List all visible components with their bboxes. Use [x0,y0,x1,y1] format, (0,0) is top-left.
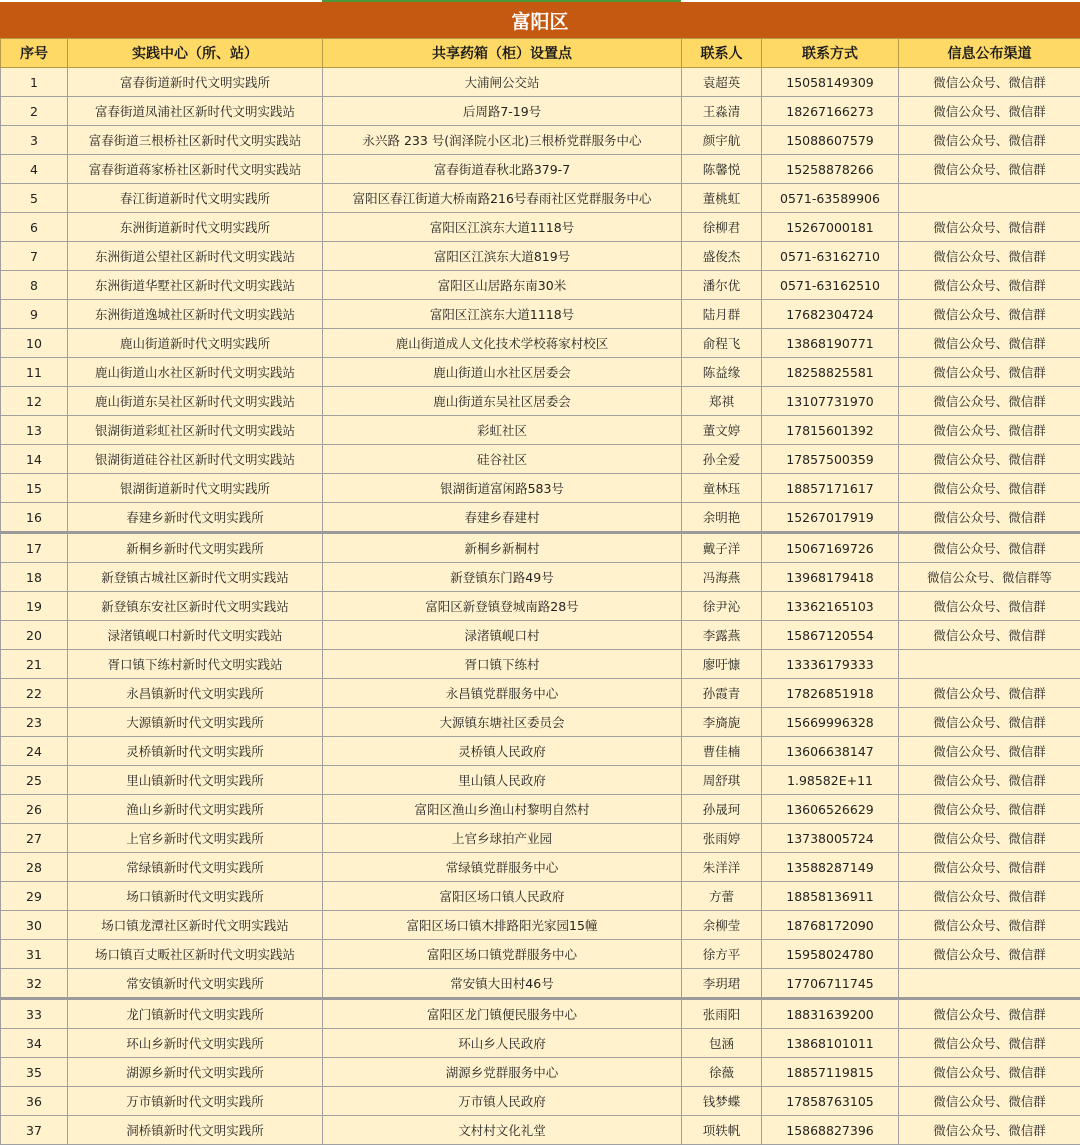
cell-channel: 微信公众号、微信群 [899,271,1080,300]
cell-contact-person: 孙全爱 [682,445,762,474]
cell-channel: 微信公众号、微信群 [899,68,1080,97]
cell-phone: 15267000181 [762,213,899,242]
cell-center: 新登镇古城社区新时代文明实践站 [68,563,323,592]
cell-location: 春建乡春建村 [323,503,682,533]
cell-index: 11 [1,358,68,387]
table-row [1,445,1080,474]
cell-index: 29 [1,882,68,911]
cell-location: 鹿山街道山水社区居委会 [323,358,682,387]
cell-channel: 微信公众号、微信群等 [899,563,1080,592]
district-title: 富阳区 [0,2,1080,39]
table-row [1,242,1080,271]
header-location: 共享药箱（柜）设置点 [323,39,682,68]
cell-center: 银湖街道彩虹社区新时代文明实践站 [68,416,323,445]
cell-channel: 微信公众号、微信群 [899,387,1080,416]
cell-phone: 0571-63162710 [762,242,899,271]
table-row [1,68,1080,97]
cell-phone: 15867120554 [762,621,899,650]
cell-phone: 13738005724 [762,824,899,853]
cell-contact-person: 包涵 [682,1029,762,1058]
table-row [1,155,1080,184]
cell-contact-person: 廖吁慷 [682,650,762,679]
table-row [1,911,1080,940]
cell-channel [899,184,1080,213]
table-row [1,358,1080,387]
cell-phone: 18831639200 [762,999,899,1029]
cell-center: 场口镇百丈畈社区新时代文明实践站 [68,940,323,969]
cell-contact-person: 周舒琪 [682,766,762,795]
table-body [1,68,1080,1145]
cell-phone: 18857171617 [762,474,899,503]
cell-contact-person: 余柳莹 [682,911,762,940]
cell-index: 18 [1,563,68,592]
cell-contact-person: 戴子洋 [682,533,762,563]
cell-phone: 13336179333 [762,650,899,679]
cell-channel: 微信公众号、微信群 [899,213,1080,242]
cell-center: 渔山乡新时代文明实践所 [68,795,323,824]
cell-center: 春建乡新时代文明实践所 [68,503,323,533]
table-row [1,300,1080,329]
table-row [1,1029,1080,1058]
table-row [1,97,1080,126]
cell-location: 硅谷社区 [323,445,682,474]
cell-index: 5 [1,184,68,213]
table-row [1,1116,1080,1145]
cell-location: 胥口镇下练村 [323,650,682,679]
cell-phone: 17815601392 [762,416,899,445]
cell-channel: 微信公众号、微信群 [899,940,1080,969]
cell-channel: 微信公众号、微信群 [899,242,1080,271]
table-row [1,474,1080,503]
cell-phone: 17682304724 [762,300,899,329]
cell-phone: 15669996328 [762,708,899,737]
cell-index: 17 [1,533,68,563]
cell-phone: 17706711745 [762,969,899,999]
cell-center: 胥口镇下练村新时代文明实践站 [68,650,323,679]
cell-channel: 微信公众号、微信群 [899,97,1080,126]
cell-contact-person: 李露燕 [682,621,762,650]
cell-center: 东洲街道华墅社区新时代文明实践站 [68,271,323,300]
cell-channel [899,969,1080,999]
cell-index: 27 [1,824,68,853]
cell-channel: 微信公众号、微信群 [899,155,1080,184]
cell-index: 6 [1,213,68,242]
cell-center: 上官乡新时代文明实践所 [68,824,323,853]
cell-contact-person: 徐薇 [682,1058,762,1087]
cell-index: 13 [1,416,68,445]
cell-index: 37 [1,1116,68,1145]
cell-location: 富阳区场口镇党群服务中心 [323,940,682,969]
cell-phone: 1.98582E+11 [762,766,899,795]
cell-center: 渌渚镇岘口村新时代文明实践站 [68,621,323,650]
cell-phone: 13968179418 [762,563,899,592]
cell-location: 富阳区场口镇人民政府 [323,882,682,911]
cell-phone: 18858136911 [762,882,899,911]
cell-channel: 微信公众号、微信群 [899,474,1080,503]
cell-index: 35 [1,1058,68,1087]
cell-phone: 13606526629 [762,795,899,824]
cell-contact-person: 李玥珺 [682,969,762,999]
cell-phone: 13606638147 [762,737,899,766]
table-row [1,533,1080,563]
cell-center: 大源镇新时代文明实践所 [68,708,323,737]
cell-location: 万市镇人民政府 [323,1087,682,1116]
cell-location: 彩虹社区 [323,416,682,445]
cell-channel: 微信公众号、微信群 [899,795,1080,824]
table-row [1,621,1080,650]
cell-phone: 0571-63162510 [762,271,899,300]
table-row [1,679,1080,708]
cell-channel: 微信公众号、微信群 [899,708,1080,737]
cell-center: 银湖街道新时代文明实践所 [68,474,323,503]
cell-center: 鹿山街道东吴社区新时代文明实践站 [68,387,323,416]
cell-location: 渌渚镇岘口村 [323,621,682,650]
cell-channel: 微信公众号、微信群 [899,766,1080,795]
cell-location: 鹿山街道成人文化技术学校蒋家村校区 [323,329,682,358]
cell-location: 灵桥镇人民政府 [323,737,682,766]
cell-channel [899,650,1080,679]
cell-contact-person: 钱梦蝶 [682,1087,762,1116]
cell-index: 14 [1,445,68,474]
header-channel: 信息公布渠道 [899,39,1080,68]
cell-channel: 微信公众号、微信群 [899,1029,1080,1058]
cell-center: 富春街道蒋家桥社区新时代文明实践站 [68,155,323,184]
cell-center: 鹿山街道山水社区新时代文明实践站 [68,358,323,387]
cell-center: 湖源乡新时代文明实践所 [68,1058,323,1087]
cell-channel: 微信公众号、微信群 [899,824,1080,853]
cell-contact-person: 王淼清 [682,97,762,126]
table-row [1,999,1080,1029]
cell-index: 30 [1,911,68,940]
cell-index: 25 [1,766,68,795]
cell-center: 东洲街道逸城社区新时代文明实践站 [68,300,323,329]
cell-location: 环山乡人民政府 [323,1029,682,1058]
cell-phone: 17826851918 [762,679,899,708]
cell-channel: 微信公众号、微信群 [899,329,1080,358]
cell-contact-person: 方蕾 [682,882,762,911]
cell-contact-person: 颜宇航 [682,126,762,155]
cell-contact-person: 朱洋洋 [682,853,762,882]
header-index: 序号 [1,39,68,68]
cell-index: 2 [1,97,68,126]
table-row [1,184,1080,213]
table-row [1,795,1080,824]
cell-center: 东洲街道公望社区新时代文明实践站 [68,242,323,271]
table-row [1,766,1080,795]
cell-index: 4 [1,155,68,184]
cell-center: 富春街道三根桥社区新时代文明实践站 [68,126,323,155]
cell-center: 里山镇新时代文明实践所 [68,766,323,795]
cell-channel: 微信公众号、微信群 [899,533,1080,563]
cell-channel: 微信公众号、微信群 [899,592,1080,621]
cell-phone: 15958024780 [762,940,899,969]
cell-center: 新登镇东安社区新时代文明实践站 [68,592,323,621]
table-row [1,737,1080,766]
table-row [1,329,1080,358]
cell-contact-person: 张雨阳 [682,999,762,1029]
cell-center: 富春街道新时代文明实践所 [68,68,323,97]
cell-phone: 13107731970 [762,387,899,416]
cell-channel: 微信公众号、微信群 [899,679,1080,708]
cell-location: 富阳区江滨东大道1118号 [323,300,682,329]
cell-index: 20 [1,621,68,650]
cell-location: 银湖街道富闲路583号 [323,474,682,503]
table-row [1,940,1080,969]
cell-center: 常绿镇新时代文明实践所 [68,853,323,882]
table-row [1,563,1080,592]
cell-index: 28 [1,853,68,882]
cell-index: 1 [1,68,68,97]
table-row [1,503,1080,533]
cell-phone: 18768172090 [762,911,899,940]
table-row [1,387,1080,416]
cell-center: 鹿山街道新时代文明实践所 [68,329,323,358]
cell-channel: 微信公众号、微信群 [899,1087,1080,1116]
cell-index: 19 [1,592,68,621]
cell-location: 富阳区春江街道大桥南路216号春雨社区党群服务中心 [323,184,682,213]
cell-phone: 15067169726 [762,533,899,563]
medicine-cabinet-table [0,38,1080,1145]
cell-index: 31 [1,940,68,969]
cell-center: 万市镇新时代文明实践所 [68,1087,323,1116]
cell-channel: 微信公众号、微信群 [899,300,1080,329]
cell-contact-person: 徐方平 [682,940,762,969]
cell-location: 大浦闸公交站 [323,68,682,97]
cell-center: 春江街道新时代文明实践所 [68,184,323,213]
cell-center: 富春街道凤浦社区新时代文明实践站 [68,97,323,126]
cell-contact-person: 俞程飞 [682,329,762,358]
cell-phone: 18258825581 [762,358,899,387]
cell-location: 湖源乡党群服务中心 [323,1058,682,1087]
cell-location: 永兴路 233 号(润泽院小区北)三根桥党群服务中心 [323,126,682,155]
cell-phone: 15267017919 [762,503,899,533]
cell-index: 23 [1,708,68,737]
cell-channel: 微信公众号、微信群 [899,1058,1080,1087]
cell-phone: 13868101011 [762,1029,899,1058]
cell-contact-person: 郑祺 [682,387,762,416]
cell-location: 新桐乡新桐村 [323,533,682,563]
cell-location: 富阳区场口镇木排路阳光家园15幢 [323,911,682,940]
cell-location: 富阳区山居路东南30米 [323,271,682,300]
cell-contact-person: 曹佳楠 [682,737,762,766]
cell-index: 7 [1,242,68,271]
cell-channel: 微信公众号、微信群 [899,445,1080,474]
table-row [1,824,1080,853]
cell-channel: 微信公众号、微信群 [899,999,1080,1029]
cell-contact-person: 徐柳君 [682,213,762,242]
table-row [1,708,1080,737]
cell-contact-person: 徐尹沁 [682,592,762,621]
cell-index: 36 [1,1087,68,1116]
cell-contact-person: 孙晟珂 [682,795,762,824]
table-row [1,853,1080,882]
cell-center: 常安镇新时代文明实践所 [68,969,323,999]
cell-index: 33 [1,999,68,1029]
cell-location: 常安镇大田村46号 [323,969,682,999]
cell-center: 龙门镇新时代文明实践所 [68,999,323,1029]
cell-center: 环山乡新时代文明实践所 [68,1029,323,1058]
cell-location: 富阳区龙门镇便民服务中心 [323,999,682,1029]
cell-location: 富阳区江滨东大道819号 [323,242,682,271]
cell-location: 后周路7-19号 [323,97,682,126]
cell-center: 东洲街道新时代文明实践所 [68,213,323,242]
header-phone: 联系方式 [762,39,899,68]
cell-center: 新桐乡新时代文明实践所 [68,533,323,563]
cell-index: 8 [1,271,68,300]
cell-contact-person: 孙霞青 [682,679,762,708]
cell-contact-person: 余明艳 [682,503,762,533]
table-row [1,213,1080,242]
header-row [1,39,1080,68]
cell-channel: 微信公众号、微信群 [899,882,1080,911]
cell-phone: 18857119815 [762,1058,899,1087]
cell-channel: 微信公众号、微信群 [899,503,1080,533]
cell-contact-person: 冯海燕 [682,563,762,592]
cell-index: 12 [1,387,68,416]
cell-index: 22 [1,679,68,708]
cell-contact-person: 李旖旎 [682,708,762,737]
cell-location: 鹿山街道东吴社区居委会 [323,387,682,416]
cell-contact-person: 董文婷 [682,416,762,445]
cell-index: 24 [1,737,68,766]
cell-center: 洞桥镇新时代文明实践所 [68,1116,323,1145]
cell-contact-person: 童林珏 [682,474,762,503]
cell-center: 场口镇龙潭社区新时代文明实践站 [68,911,323,940]
cell-contact-person: 袁超英 [682,68,762,97]
cell-index: 3 [1,126,68,155]
cell-phone: 15258878266 [762,155,899,184]
cell-phone: 15058149309 [762,68,899,97]
cell-index: 26 [1,795,68,824]
cell-index: 21 [1,650,68,679]
cell-contact-person: 盛俊杰 [682,242,762,271]
cell-phone: 17858763105 [762,1087,899,1116]
cell-phone: 18267166273 [762,97,899,126]
cell-index: 15 [1,474,68,503]
table-row [1,882,1080,911]
cell-channel: 微信公众号、微信群 [899,853,1080,882]
cell-channel: 微信公众号、微信群 [899,416,1080,445]
cell-phone: 15088607579 [762,126,899,155]
cell-center: 灵桥镇新时代文明实践所 [68,737,323,766]
cell-channel: 微信公众号、微信群 [899,911,1080,940]
cell-location: 新登镇东门路49号 [323,563,682,592]
cell-phone: 13868190771 [762,329,899,358]
cell-channel: 微信公众号、微信群 [899,737,1080,766]
cell-location: 大源镇东塘社区委员会 [323,708,682,737]
cell-contact-person: 潘尔优 [682,271,762,300]
header-center: 实践中心（所、站） [68,39,323,68]
table-row [1,1058,1080,1087]
cell-phone: 0571-63589906 [762,184,899,213]
cell-center: 永昌镇新时代文明实践所 [68,679,323,708]
cell-contact-person: 董桃虹 [682,184,762,213]
cell-location: 富阳区渔山乡渔山村黎明自然村 [323,795,682,824]
cell-center: 银湖街道硅谷社区新时代文明实践站 [68,445,323,474]
cell-channel: 微信公众号、微信群 [899,358,1080,387]
header-contact-person: 联系人 [682,39,762,68]
cell-contact-person: 陈益缘 [682,358,762,387]
cell-contact-person: 张雨婷 [682,824,762,853]
cell-channel: 微信公众号、微信群 [899,126,1080,155]
cell-location: 富阳区新登镇登城南路28号 [323,592,682,621]
cell-phone: 13588287149 [762,853,899,882]
table-row [1,416,1080,445]
cell-location: 常绿镇党群服务中心 [323,853,682,882]
cell-location: 富阳区江滨东大道1118号 [323,213,682,242]
cell-location: 永昌镇党群服务中心 [323,679,682,708]
cell-phone: 17857500359 [762,445,899,474]
cell-channel: 微信公众号、微信群 [899,1116,1080,1145]
table-row [1,969,1080,999]
table-row [1,1087,1080,1116]
table-row [1,650,1080,679]
cell-index: 9 [1,300,68,329]
cell-contact-person: 陆月群 [682,300,762,329]
cell-location: 富春街道春秋北路379-7 [323,155,682,184]
cell-location: 里山镇人民政府 [323,766,682,795]
cell-phone: 15868827396 [762,1116,899,1145]
table-row [1,592,1080,621]
cell-index: 34 [1,1029,68,1058]
table-row [1,271,1080,300]
cell-channel: 微信公众号、微信群 [899,621,1080,650]
cell-phone: 13362165103 [762,592,899,621]
cell-center: 场口镇新时代文明实践所 [68,882,323,911]
cell-location: 文村村文化礼堂 [323,1116,682,1145]
cell-contact-person: 陈馨悦 [682,155,762,184]
cell-index: 10 [1,329,68,358]
cell-location: 上官乡球拍产业园 [323,824,682,853]
cell-contact-person: 项轶帆 [682,1116,762,1145]
cell-index: 32 [1,969,68,999]
cell-index: 16 [1,503,68,533]
table-row [1,126,1080,155]
